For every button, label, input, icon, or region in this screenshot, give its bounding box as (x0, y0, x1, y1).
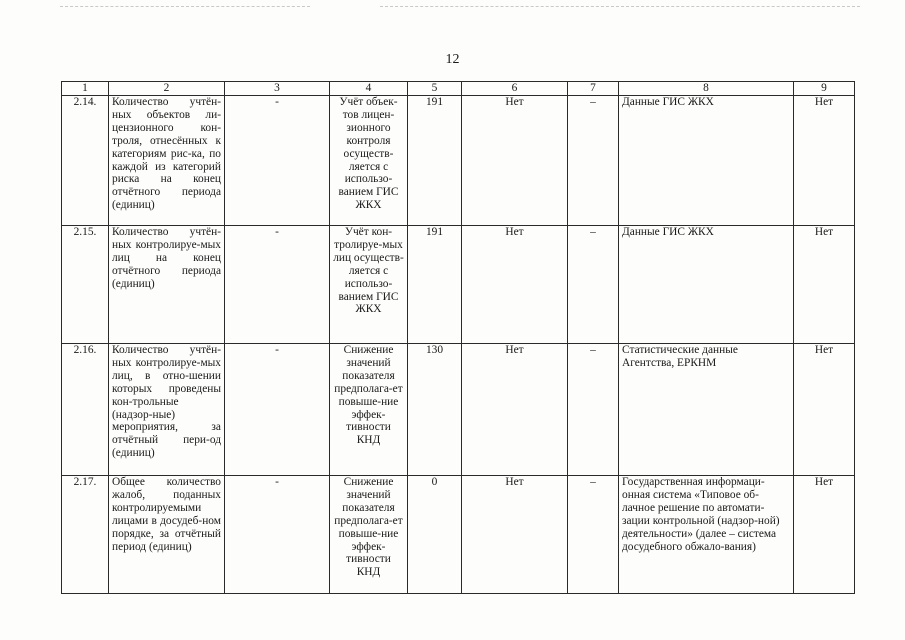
cell-col6: Нет (462, 344, 568, 476)
indicator-name: Количество учтён-ных контролируе-мых лиц, в отно-шении которых проведены кон-трольные (надзор-ные) мероприятия, за отчётный пери-од (единиц) (109, 344, 225, 476)
indicator-name: Количество учтён-ных контролируе-мых лиц на конец отчётного периода (единиц) (109, 226, 225, 344)
cell-col4: Снижение значений показателя предполага-ет повыше-ние эффек-тивности КНД (330, 344, 408, 476)
header-row (62, 82, 855, 96)
cell-col7: – (568, 96, 619, 226)
row-number: 2.16. (62, 344, 109, 476)
column-header: 6 (462, 82, 568, 96)
indicator-name: Количество учтён-ных объектов ли-цензионного кон-троля, отнесённых к категориям рис-ка, по каждой из категорий риска на конец отчётного периода (единиц) (109, 96, 225, 226)
column-header: 4 (330, 82, 408, 96)
cell-col6: Нет (462, 476, 568, 594)
row-number: 2.14. (62, 96, 109, 226)
page-number: 12 (445, 52, 460, 67)
cell-value: 130 (408, 344, 462, 476)
cell-col6: Нет (462, 96, 568, 226)
scan-artifact-line (60, 6, 310, 7)
table-row (62, 96, 855, 226)
cell-col3: - (225, 344, 330, 476)
data-source: Данные ГИС ЖКХ (619, 226, 794, 344)
cell-col4: Учёт объек-тов лицен-зионного контроля осуществ-ляется с использо-ванием ГИС ЖКХ (330, 96, 408, 226)
data-source: Государственная информаци-онная система «Типовое об-лачное решение по автомати-зации контрольной (надзор-ной) деятельности» (далее – система досудебного обжало-вания) (619, 476, 794, 594)
cell-value: 191 (408, 226, 462, 344)
cell-col9: Нет (794, 344, 855, 476)
column-header: 7 (568, 82, 619, 96)
cell-col7: – (568, 344, 619, 476)
column-header: 1 (62, 82, 109, 96)
table-row (62, 476, 855, 594)
cell-col4: Учёт кон-тролируе-мых лиц осуществ-ляется с использо-ванием ГИС ЖКХ (330, 226, 408, 344)
cell-value: 0 (408, 476, 462, 594)
row-number: 2.15. (62, 226, 109, 344)
cell-col3: - (225, 96, 330, 226)
column-header: 2 (109, 82, 225, 96)
cell-value: 191 (408, 96, 462, 226)
column-header: 9 (794, 82, 855, 96)
cell-col6: Нет (462, 226, 568, 344)
cell-col9: Нет (794, 476, 855, 594)
data-source: Статистические данные Агентства, ЕРКНМ (619, 344, 794, 476)
table-row (62, 344, 855, 476)
cell-col3: - (225, 226, 330, 344)
column-header: 8 (619, 82, 794, 96)
row-number: 2.17. (62, 476, 109, 594)
indicator-name: Общее количество жалоб, поданных контролируемыми лицами в досудеб-ном порядке, за отчётный период (единиц) (109, 476, 225, 594)
column-header: 5 (408, 82, 462, 96)
scan-artifact-line (380, 6, 860, 7)
cell-col9: Нет (794, 96, 855, 226)
data-source: Данные ГИС ЖКХ (619, 96, 794, 226)
cell-col4: Снижение значений показателя предполага-ет повыше-ние эффек-тивности КНД (330, 476, 408, 594)
cell-col7: – (568, 226, 619, 344)
cell-col3: - (225, 476, 330, 594)
indicators-table (61, 81, 855, 594)
table-row (62, 226, 855, 344)
cell-col9: Нет (794, 226, 855, 344)
cell-col7: – (568, 476, 619, 594)
column-header: 3 (225, 82, 330, 96)
